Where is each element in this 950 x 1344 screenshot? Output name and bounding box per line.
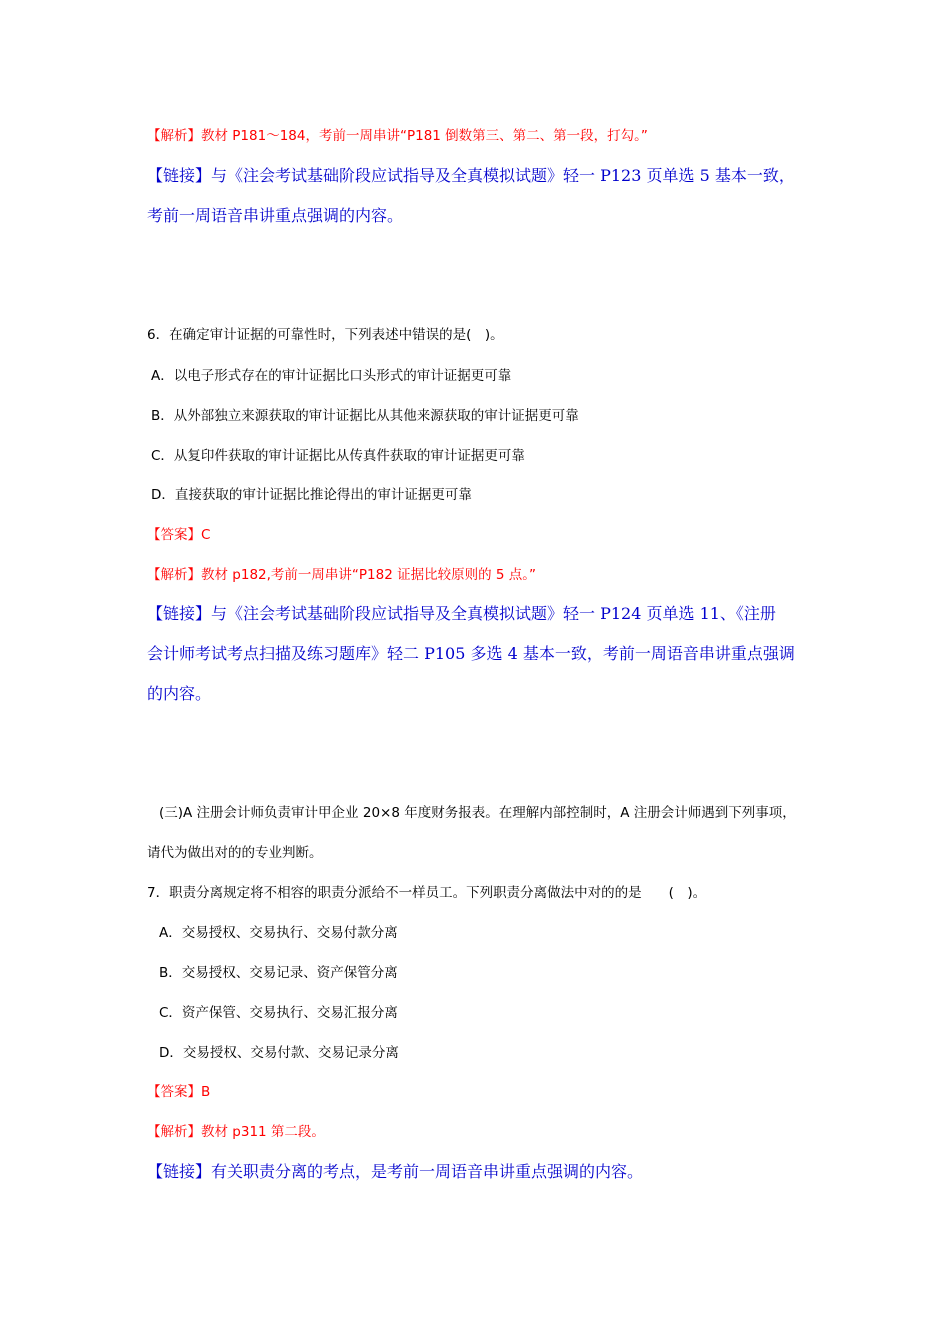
link-text: 【链接】与《注会考试基础阶段应试指导及全真模拟试题》轻一 P123 页单选 5 基本一致， (147, 166, 795, 185)
link-text: 会计师考试考点扫描及练习题库》轻二 P105 多选 4 基本一致，考前一周语音串讲重点强调 (147, 644, 795, 663)
case-intro: 请代为做出对的的专业判断。 (147, 845, 323, 861)
option-b: B．从外部独立来源获取的审计证据比从其他来源获取的审计证据更可靠 (151, 408, 579, 424)
option-a: A．以电子形式存在的审计证据比口头形式的审计证据更可靠 (151, 368, 512, 384)
analysis-text: 【解析】教材 p311 第二段。 (147, 1124, 325, 1140)
link-text: 【链接】与《注会考试基础阶段应试指导及全真模拟试题》轻一 P124 页单选 11、《注册 (147, 604, 776, 623)
question-6: 6．在确定审计证据的可靠性时，下列表述中错误的是( )。 (147, 327, 504, 343)
option-c: C．从复印件获取的审计证据比从传真件获取的审计证据更可靠 (151, 448, 525, 464)
option-d: D．交易授权、交易付款、交易记录分离 (159, 1045, 399, 1061)
link-text: 【链接】有关职责分离的考点，是考前一周语音串讲重点强调的内容。 (147, 1162, 644, 1181)
question-7: 7．职责分离规定将不相容的职责分派给不一样员工。下列职责分离做法中对的的是 ( )。 (147, 885, 707, 901)
option-c: C．资产保管、交易执行、交易汇报分离 (159, 1005, 398, 1021)
answer-text: 【答案】B (147, 1084, 211, 1100)
analysis-text: 【解析】教材 P181～184，考前一周串讲“P181 倒数第三、第二、第一段，打勾。” (147, 128, 648, 144)
case-intro: (三)A 注册会计师负责审计甲企业 20×8 年度财务报表。在理解内部控制时，A 注册会计师遇到下列事项， (159, 805, 796, 821)
analysis-text: 【解析】教材 p182,考前一周串讲“P182 证据比较原则的 5 点。” (147, 567, 537, 583)
link-text: 考前一周语音串讲重点强调的内容。 (147, 206, 404, 225)
link-text: 的内容。 (147, 684, 212, 703)
option-a: A．交易授权、交易执行、交易付款分离 (159, 925, 398, 941)
answer-text: 【答案】C (147, 527, 211, 543)
option-d: D．直接获取的审计证据比推论得出的审计证据更可靠 (151, 487, 472, 503)
option-b: B．交易授权、交易记录、资产保管分离 (159, 965, 398, 981)
